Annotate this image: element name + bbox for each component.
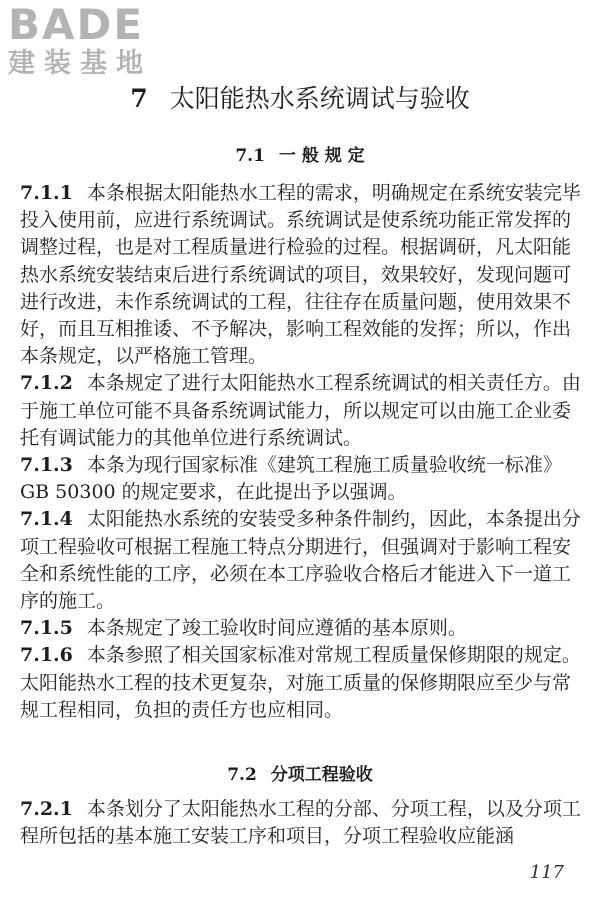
section-number: 7.1: [235, 146, 265, 166]
chapter-number: 7: [130, 84, 148, 113]
clause-text: 本条根据太阳能热水工程的需求，明确规定在系统安装完毕投入使用前，应进行系统调试。系统调试是使系统功能正常发挥的调整过程，也是对工程质量进行检验的过程。根据调研，凡太阳能热水系统安装结束后进行系统调试的项目，效果较好，发现问题可进行改进，未作系统调试的工程，往往存在质量问题，使用效果不好，而且互相推诿、不予解决，影响工程效能的发挥；所以，作出本条规定，以严格施工管理。: [20, 182, 581, 368]
clause-number: 7.1.1: [20, 182, 73, 204]
clause-paragraph: [20, 370, 586, 452]
clause-text: 本条规定了竣工验收时间应遵循的基本原则。: [86, 617, 467, 640]
section-heading-7-2: [0, 762, 600, 788]
clause-paragraph: [20, 180, 586, 370]
clause-number: 7.1.4: [20, 508, 73, 531]
clause-number: 7.1.5: [20, 617, 73, 640]
clause-paragraph: [20, 642, 586, 724]
clause-paragraph: [20, 615, 586, 642]
clause-text: 太阳能热水系统的安装受多种条件制约，因此，本条提出分项工程验收可根据工程施工特点分期进行，但强调对于影响工程安全和系统性能的工序，必须在本工序验收合格后才能进入下一道工序的施工。: [20, 508, 581, 613]
section-body-7-2: [20, 796, 586, 850]
section-heading-7-1: [0, 143, 600, 169]
watermark-brand: BADE: [8, 0, 145, 49]
chapter-title: [0, 82, 600, 116]
watermark-subtitle: 建装基地: [8, 48, 152, 79]
clause-number: 7.2.1: [20, 798, 73, 820]
clause-number: 7.1.6: [20, 644, 73, 667]
watermark-logo: [8, 0, 152, 79]
clause-number: 7.1.3: [20, 454, 73, 477]
clause-text: 本条规定了进行太阳能热水工程系统调试的相关责任方。由于施工单位可能不具备系统调试能力，所以规定可以由施工企业委托有调试能力的其他单位进行系统调试。: [20, 372, 581, 449]
clause-paragraph: [20, 506, 586, 615]
page-number: 117: [529, 862, 564, 883]
clause-text: 本条为现行国家标准《建筑工程施工质量验收统一标准》GB 50300 的规定要求，在此提出予以强调。: [20, 454, 562, 504]
clause-text: 本条划分了太阳能热水工程的分部、分项工程，以及分项工程所包括的基本施工安装工序和项目，分项工程验收应能涵: [20, 798, 581, 848]
section-number: 7.2: [227, 765, 257, 785]
section-title-text: 分项工程验收: [270, 765, 373, 785]
clause-paragraph: [20, 452, 586, 506]
section-body-7-1: [20, 180, 586, 724]
chapter-heading-text: 太阳能热水系统调试与验收: [169, 84, 470, 113]
clause-paragraph: [20, 796, 586, 850]
clause-text: 本条参照了相关国家标准对常规工程质量保修期限的规定。太阳能热水工程的技术更复杂，对施工质量的保修期限应至少与常规工程相同，负担的责任方也应相同。: [20, 644, 581, 721]
clause-number: 7.1.2: [20, 372, 73, 395]
section-title-text: 一 般 规 定: [278, 146, 365, 166]
